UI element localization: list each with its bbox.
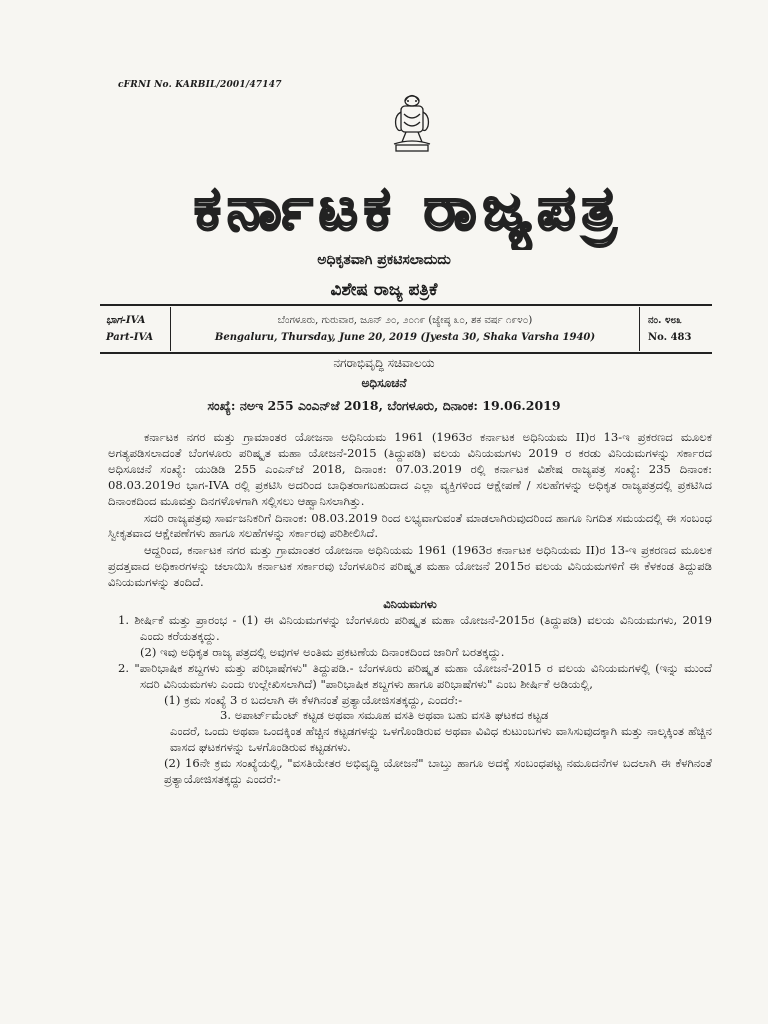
issue-date-kannada: ಬೆಂಗಳೂರು, ಗುರುವಾರ, ಜೂನ್ ೨೦, ೨೦೧೯ (ಜ್ಯೇಷ್ಠ ೩೦, ಶಕ ವರ್ಷ ೧೯೪೦) <box>277 315 533 326</box>
issue-number <box>640 307 712 351</box>
regulation-item: (2) ಇವು ಅಧಿಕೃತ ರಾಜ್ಯ ಪತ್ರದಲ್ಲಿ ಅವುಗಳ ಅಂತಿಮ ಪ್ರಕಟಣೆಯ ದಿನಾಂಕದಿಂದ ಜಾರಿಗೆ ಬರತಕ್ಕದ್ದು. <box>140 644 505 659</box>
regulations-heading: ವಿನಿಯಮಗಳು <box>383 597 437 612</box>
regulation-item: 1. ಶೀರ್ಷಿಕೆ ಮತ್ತು ಪ್ರಾರಂಭ - (1) ಈ ವಿನಿಯಮಗಳನ್ನು ಬೆಂಗಳೂರು ಪರಿಷ್ಕೃತ ಮಹಾ ಯೋಜನೆ-2015ರ (ತಿದ್ದುಪಡಿ) ವಲಯ ವಿನಿಯಮಗಳು, 2019 ಎಂದು ಕರೆಯತಕ್ಕದ್ದು. <box>118 612 712 643</box>
regulation-item: (1) ಕ್ರಮ ಸಂಖ್ಯೆ 3 ರ ಬದಲಾಗಿ ಈ ಕೆಳಗಿನಂತೆ ಪ್ರತ್ಯಾಯೋಜಿಸತಕ್ಕದ್ದು, ಎಂದರೆ:- <box>164 692 463 707</box>
official-subtitle: ಅಧಿಕೃತವಾಗಿ ಪ್ರಕಟಿಸಲಾದುದು <box>317 252 451 268</box>
department-name: ನಗರಾಭಿವೃದ್ಧಿ ಸಚಿವಾಲಯ <box>333 356 435 370</box>
special-gazette-title: ವಿಶೇಷ ರಾಜ್ಯ ಪತ್ರಿಕೆ <box>330 280 438 300</box>
regulation-item: (2) 16ನೇ ಕ್ರಮ ಸಂಖ್ಯೆಯಲ್ಲಿ, "ವಸತಿಯೇತರ ಅಭಿವೃದ್ಧಿ ಯೋಜನೆ" ಬಾಬ್ತು ಹಾಗೂ ಅದಕ್ಕೆ ಸಂಬಂಧಪಟ್ಟ ನಮೂದನೆಗಳ ಬದಲಾಗಿ ಈ ಕೆಳಗಿನಂತೆ ಪ್ರತ್ಯಾಯೋಜಿಸತಕ್ಕದ್ದು ಎಂದರೆ:- <box>164 756 712 787</box>
registration-number: cFRNI No. KARBIL/2001/47147 <box>118 80 282 90</box>
paragraph-2: ಸದರಿ ರಾಜ್ಯಪತ್ರವು ಸಾರ್ವಜನಿಕರಿಗೆ ದಿನಾಂಕ: 08.03.2019 ರಿಂದ ಲಭ್ಯವಾಗುವಂತೆ ಮಾಡಲಾಗಿರುವುದರಿಂದ ಹಾಗೂ ನಿಗದಿತ ಸಮಯದಲ್ಲಿ ಈ ಸಂಬಂಧ ಸ್ವೀಕೃತವಾದ ಆಕ್ಷೇಪಣೆಗಳು ಹಾಗೂ ಸಲಹೆಗಳನ್ನು ಸರ್ಕಾರವು ಪರಿಶೀಲಿಸಿದೆ. <box>108 510 712 541</box>
gazette-masthead: ಕರ್ನಾಟಕ ರಾಜ್ಯಪತ್ರ <box>194 174 622 244</box>
regulation-item: 2. "ಪಾರಿಭಾಷಿಕ ಶಬ್ದಗಳು ಮತ್ತು ಪರಿಭಾಷೆಗಳು" ತಿದ್ದುಪಡಿ.- ಬೆಂಗಳೂರು ಪರಿಷ್ಕೃತ ಮಹಾ ಯೋಜನೆ-2015 ರ ವಲಯ ವಿನಿಯಮಗಳಲ್ಲಿ (ಇನ್ನು ಮುಂದೆ ಸದರಿ ವಿನಿಯಮಗಳು ಎಂದು ಉಲ್ಲೇಖಿಸಲಾಗಿದೆ) "ಪಾರಿಭಾಷಿಕ ಶಬ್ದಗಳು ಹಾಗೂ ಪರಿಭಾಷೆಗಳು" ಎಂಬ ಶೀರ್ಷಿಕೆ ಅಡಿಯಲ್ಲಿ, <box>118 660 712 691</box>
part-label <box>100 307 170 351</box>
notification-body <box>108 430 712 788</box>
issue-date-english: Bengaluru, Thursday, June 20, 2019 (Jyesta 30, Shaka Varsha 1940) <box>214 332 596 343</box>
notification-number: ಸಂಖ್ಯೆ: ನಅಇ 255 ಎಂಎನ್‌ಜೆ 2018, ಬೆಂಗಳೂರು, ದಿನಾಂಕ: 19.06.2019 <box>207 398 561 413</box>
part-kannada: ಭಾಗ-IVA <box>106 315 146 326</box>
regulation-item: ಎಂದರೆ, ಒಂದು ಅಥವಾ ಒಂದಕ್ಕಿಂತ ಹೆಚ್ಚಿನ ಕಟ್ಟಡಗಳನ್ನು ಒಳಗೊಂಡಿರುವ ಅಥವಾ ವಿವಿಧ ಕುಟುಂಬಗಳು ವಾಸಿಸುವುದಕ್ಕಾಗಿ ಮತ್ತು ನಾಲ್ಕಕ್ಕಿಂತ ಹೆಚ್ಚಿನ ವಾಸದ ಘಟಕಗಳನ್ನು ಒಳಗೊಂಡಿರುವ ಕಟ್ಟಡಗಳು. <box>170 724 712 755</box>
part-english: Part-IVA <box>106 332 154 343</box>
issue-number-kannada: ನಂ. ೪೮೩ <box>648 315 682 326</box>
notification-heading: ಅಧಿಸೂಚನೆ <box>361 376 407 390</box>
regulation-item: 3. ಅಪಾರ್ಟ್‌ಮೆಂಟ್ ಕಟ್ಟಡ ಅಥವಾ ಸಮೂಹ ವಸತಿ ಅಥವಾ ಬಹು ವಸತಿ ಘಟಕದ ಕಟ್ಟಡ <box>220 708 549 723</box>
issue-number-english: No. 483 <box>648 332 692 343</box>
state-emblem-icon <box>388 92 436 154</box>
header-rule-bottom <box>100 352 712 354</box>
header-rule-top <box>100 304 712 306</box>
issue-info-box <box>100 307 712 351</box>
issue-date <box>170 307 640 351</box>
paragraph-3: ಆದ್ದರಿಂದ, ಕರ್ನಾಟಕ ನಗರ ಮತ್ತು ಗ್ರಾಮಾಂತರ ಯೋಜನಾ ಅಧಿನಿಯಮ 1961 (1963ರ ಕರ್ನಾಟಕ ಅಧಿನಿಯಮ II)ರ 13-ಇ ಪ್ರಕರಣದ ಮೂಲಕ ಪ್ರದತ್ತವಾದ ಅಧಿಕಾರಗಳನ್ನು ಚಲಾಯಿಸಿ ಕರ್ನಾಟಕ ಸರ್ಕಾರವು ಬೆಂಗಳೂರಿನ ಪರಿಷ್ಕೃತ ಮಹಾ ಯೋಜನೆ 2015ರ ವಲಯ ವಿನಿಯಮಗಳಿಗೆ ಈ ಕೆಳಕಂಡ ತಿದ್ದುಪಡಿ ವಿನಿಯಮಗಳನ್ನು ತಂದಿದೆ. <box>108 543 712 590</box>
paragraph-1: ಕರ್ನಾಟಕ ನಗರ ಮತ್ತು ಗ್ರಾಮಾಂತರ ಯೋಜನಾ ಅಧಿನಿಯಮ 1961 (1963ರ ಕರ್ನಾಟಕ ಅಧಿನಿಯಮ II)ರ 13-ಇ ಪ್ರಕರಣದ ಮೂಲಕ ಅಗತ್ಯಪಡಿಸಲಾದಂತೆ ಬೆಂಗಳೂರು ಪರಿಷ್ಕೃತ ಮಹಾ ಯೋಜನೆ-2015 (ತಿದ್ದುಪಡಿ) ವಲಯ ವಿನಿಯಮಗಳು 2019 ರ ಕರಡು ವಿನಿಯಮಗಳನ್ನು ಸರ್ಕಾರದ ಅಧಿಸೂಚನೆ ಸಂಖ್ಯೆ: ಯುಡಿಡಿ 255 ಎಂಎನ್‌ಜೆ 2018, ದಿನಾಂಕ: 07.03.2019 ರಲ್ಲಿ ಕರ್ನಾಟಕ ವಿಶೇಷ ರಾಜ್ಯಪತ್ರ ಸಂಖ್ಯೆ: 235 ದಿನಾಂಕ: 08.03.2019ರ ಭಾಗ-IVA ರಲ್ಲಿ ಪ್ರಕಟಿಸಿ ಅದರಿಂದ ಬಾಧಿತರಾಗಬಹುದಾದ ಎಲ್ಲಾ ವ್ಯಕ್ತಿಗಳಿಂದ ಆಕ್ಷೇಪಣೆ / ಸಲಹೆಗಳನ್ನು ಅಧಿಕೃತ ರಾಜ್ಯಪತ್ರದಲ್ಲಿ ಪ್ರಕಟಿಸಿದ ದಿನಾಂಕದಿಂದ ಮೂವತ್ತು ದಿನಗಳೊಳಗಾಗಿ ಸಲ್ಲಿಸಲು ಆಹ್ವಾನಿಸಲಾಗಿತ್ತು. <box>108 430 712 508</box>
